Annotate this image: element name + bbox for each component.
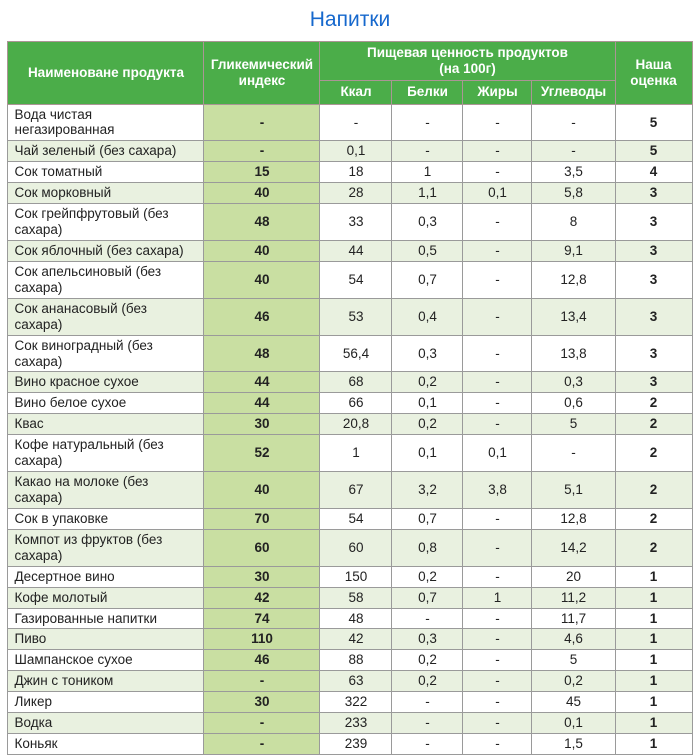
protein-cell: 0,7 bbox=[392, 508, 463, 529]
protein-cell: 0,8 bbox=[392, 529, 463, 566]
product-name-cell: Сок яблочный (без сахара) bbox=[8, 241, 204, 262]
glycemic-index-cell: 60 bbox=[204, 529, 320, 566]
rating-cell: 3 bbox=[615, 183, 692, 204]
table-row bbox=[8, 393, 692, 414]
carbs-cell: 1,5 bbox=[532, 734, 615, 755]
fat-cell: - bbox=[463, 372, 532, 393]
glycemic-index-cell: 52 bbox=[204, 435, 320, 472]
rating-cell: 1 bbox=[615, 566, 692, 587]
header-glycemic-index: Гликемический индекс bbox=[204, 42, 320, 105]
product-name-cell: Коньяк bbox=[8, 734, 204, 755]
product-name-cell: Вино красное сухое bbox=[8, 372, 204, 393]
carbs-cell: 0,2 bbox=[532, 671, 615, 692]
product-name-cell: Сок морковный bbox=[8, 183, 204, 204]
fat-cell: 1 bbox=[463, 587, 532, 608]
protein-cell: 1 bbox=[392, 162, 463, 183]
protein-cell: 0,5 bbox=[392, 241, 463, 262]
product-name-cell: Вода чистая негазированная bbox=[8, 104, 204, 141]
product-name-cell: Вино белое сухое bbox=[8, 393, 204, 414]
header-protein: Белки bbox=[392, 81, 463, 104]
kcal-cell: 54 bbox=[320, 508, 392, 529]
protein-cell: 0,3 bbox=[392, 335, 463, 372]
rating-cell: 1 bbox=[615, 587, 692, 608]
carbs-cell: 0,6 bbox=[532, 393, 615, 414]
product-name-cell: Чай зеленый (без сахара) bbox=[8, 141, 204, 162]
fat-cell: - bbox=[463, 298, 532, 335]
kcal-cell: 42 bbox=[320, 629, 392, 650]
carbs-cell: 4,6 bbox=[532, 629, 615, 650]
glycemic-index-cell: 70 bbox=[204, 508, 320, 529]
carbs-cell: 8 bbox=[532, 204, 615, 241]
rating-cell: 2 bbox=[615, 435, 692, 472]
protein-cell: 0,2 bbox=[392, 566, 463, 587]
protein-cell: 0,1 bbox=[392, 393, 463, 414]
header-our-rating: Наша оценка bbox=[615, 42, 692, 105]
protein-cell: - bbox=[392, 141, 463, 162]
fat-cell: - bbox=[463, 671, 532, 692]
kcal-cell: 68 bbox=[320, 372, 392, 393]
rating-cell: 4 bbox=[615, 162, 692, 183]
carbs-cell: 14,2 bbox=[532, 529, 615, 566]
protein-cell: 0,3 bbox=[392, 629, 463, 650]
rating-cell: 1 bbox=[615, 650, 692, 671]
fat-cell: - bbox=[463, 204, 532, 241]
glycemic-index-cell: - bbox=[204, 141, 320, 162]
product-name-cell: Сок ананасовый (без сахара) bbox=[8, 298, 204, 335]
kcal-cell: 66 bbox=[320, 393, 392, 414]
rating-cell: 1 bbox=[615, 692, 692, 713]
glycemic-index-cell: - bbox=[204, 713, 320, 734]
carbs-cell: 0,1 bbox=[532, 713, 615, 734]
glycemic-index-cell: 42 bbox=[204, 587, 320, 608]
kcal-cell: 56,4 bbox=[320, 335, 392, 372]
table-row bbox=[8, 298, 692, 335]
product-name-cell: Квас bbox=[8, 414, 204, 435]
kcal-cell: 53 bbox=[320, 298, 392, 335]
glycemic-index-cell: 30 bbox=[204, 692, 320, 713]
table-row bbox=[8, 587, 692, 608]
carbs-cell: 5,1 bbox=[532, 472, 615, 509]
rating-cell: 1 bbox=[615, 713, 692, 734]
header-product-name: Наименоване продукта bbox=[8, 42, 204, 105]
kcal-cell: 0,1 bbox=[320, 141, 392, 162]
fat-cell: - bbox=[463, 393, 532, 414]
fat-cell: - bbox=[463, 104, 532, 141]
carbs-cell: - bbox=[532, 104, 615, 141]
table-header bbox=[8, 42, 692, 105]
kcal-cell: 1 bbox=[320, 435, 392, 472]
rating-cell: 1 bbox=[615, 734, 692, 755]
fat-cell: - bbox=[463, 141, 532, 162]
rating-cell: 5 bbox=[615, 104, 692, 141]
carbs-cell: - bbox=[532, 435, 615, 472]
carbs-cell: 5,8 bbox=[532, 183, 615, 204]
rating-cell: 3 bbox=[615, 261, 692, 298]
table-row bbox=[8, 414, 692, 435]
product-name-cell: Ликер bbox=[8, 692, 204, 713]
rating-cell: 3 bbox=[615, 204, 692, 241]
rating-cell: 5 bbox=[615, 141, 692, 162]
carbs-cell: 0,3 bbox=[532, 372, 615, 393]
table-row bbox=[8, 335, 692, 372]
carbs-cell: 13,8 bbox=[532, 335, 615, 372]
product-name-cell: Шампанское сухое bbox=[8, 650, 204, 671]
fat-cell: 0,1 bbox=[463, 435, 532, 472]
protein-cell: 0,7 bbox=[392, 261, 463, 298]
glycemic-index-cell: 40 bbox=[204, 183, 320, 204]
nutrition-group-line1: Пищевая ценность продуктов bbox=[367, 45, 568, 60]
table-row bbox=[8, 608, 692, 629]
glycemic-index-cell: 40 bbox=[204, 472, 320, 509]
kcal-cell: 233 bbox=[320, 713, 392, 734]
carbs-cell: 11,7 bbox=[532, 608, 615, 629]
header-kcal: Ккал bbox=[320, 81, 392, 104]
rating-cell: 2 bbox=[615, 508, 692, 529]
glycemic-index-cell: 44 bbox=[204, 393, 320, 414]
product-name-cell: Десертное вино bbox=[8, 566, 204, 587]
protein-cell: - bbox=[392, 692, 463, 713]
header-carbs: Углеводы bbox=[532, 81, 615, 104]
rating-cell: 2 bbox=[615, 414, 692, 435]
nutrition-group-line2: (на 100г) bbox=[439, 61, 496, 77]
product-name-cell: Водка bbox=[8, 713, 204, 734]
table-row bbox=[8, 508, 692, 529]
kcal-cell: 28 bbox=[320, 183, 392, 204]
rating-cell: 3 bbox=[615, 372, 692, 393]
table-row bbox=[8, 650, 692, 671]
protein-cell: 0,2 bbox=[392, 671, 463, 692]
carbs-cell: 5 bbox=[532, 414, 615, 435]
table-row bbox=[8, 261, 692, 298]
protein-cell: 0,7 bbox=[392, 587, 463, 608]
protein-cell: 0,2 bbox=[392, 650, 463, 671]
glycemic-index-cell: 44 bbox=[204, 372, 320, 393]
rating-cell: 2 bbox=[615, 393, 692, 414]
glycemic-index-cell: 46 bbox=[204, 650, 320, 671]
header-fat: Жиры bbox=[463, 81, 532, 104]
fat-cell: - bbox=[463, 508, 532, 529]
product-name-cell: Кофе молотый bbox=[8, 587, 204, 608]
glycemic-index-cell: - bbox=[204, 734, 320, 755]
glycemic-index-cell: 30 bbox=[204, 414, 320, 435]
table-row bbox=[8, 472, 692, 509]
glycemic-index-cell: 48 bbox=[204, 204, 320, 241]
kcal-cell: - bbox=[320, 104, 392, 141]
carbs-cell: 9,1 bbox=[532, 241, 615, 262]
kcal-cell: 67 bbox=[320, 472, 392, 509]
kcal-cell: 54 bbox=[320, 261, 392, 298]
rating-cell: 2 bbox=[615, 472, 692, 509]
glycemic-index-cell: 15 bbox=[204, 162, 320, 183]
table-row bbox=[8, 435, 692, 472]
rating-cell: 3 bbox=[615, 241, 692, 262]
kcal-cell: 20,8 bbox=[320, 414, 392, 435]
page-title: Напитки bbox=[309, 8, 391, 31]
kcal-cell: 58 bbox=[320, 587, 392, 608]
table-row bbox=[8, 104, 692, 141]
kcal-cell: 63 bbox=[320, 671, 392, 692]
kcal-cell: 48 bbox=[320, 608, 392, 629]
rating-cell: 1 bbox=[615, 671, 692, 692]
protein-cell: 0,3 bbox=[392, 204, 463, 241]
fat-cell: - bbox=[463, 414, 532, 435]
fat-cell: - bbox=[463, 650, 532, 671]
kcal-cell: 322 bbox=[320, 692, 392, 713]
table-body bbox=[8, 104, 692, 754]
glycemic-index-cell: - bbox=[204, 104, 320, 141]
table-row bbox=[8, 629, 692, 650]
protein-cell: - bbox=[392, 608, 463, 629]
fat-cell: - bbox=[463, 335, 532, 372]
kcal-cell: 33 bbox=[320, 204, 392, 241]
product-name-cell: Какао на молоке (без сахара) bbox=[8, 472, 204, 509]
kcal-cell: 150 bbox=[320, 566, 392, 587]
fat-cell: - bbox=[463, 608, 532, 629]
header-row-top bbox=[8, 42, 692, 81]
drinks-nutrition-table bbox=[7, 41, 692, 755]
fat-cell: - bbox=[463, 241, 532, 262]
kcal-cell: 18 bbox=[320, 162, 392, 183]
table-row bbox=[8, 566, 692, 587]
glycemic-index-cell: 30 bbox=[204, 566, 320, 587]
carbs-cell: 12,8 bbox=[532, 508, 615, 529]
protein-cell: - bbox=[392, 713, 463, 734]
table-row bbox=[8, 372, 692, 393]
carbs-cell: 12,8 bbox=[532, 261, 615, 298]
table-row bbox=[8, 141, 692, 162]
carbs-cell: 13,4 bbox=[532, 298, 615, 335]
fat-cell: - bbox=[463, 734, 532, 755]
protein-cell: 0,1 bbox=[392, 435, 463, 472]
kcal-cell: 88 bbox=[320, 650, 392, 671]
carbs-cell: 11,2 bbox=[532, 587, 615, 608]
fat-cell: - bbox=[463, 713, 532, 734]
glycemic-index-cell: 40 bbox=[204, 261, 320, 298]
product-name-cell: Газированные напитки bbox=[8, 608, 204, 629]
table-row bbox=[8, 692, 692, 713]
rating-cell: 1 bbox=[615, 608, 692, 629]
table-row bbox=[8, 241, 692, 262]
protein-cell: 0,2 bbox=[392, 414, 463, 435]
carbs-cell: 5 bbox=[532, 650, 615, 671]
glycemic-index-cell: 46 bbox=[204, 298, 320, 335]
glycemic-index-cell: 74 bbox=[204, 608, 320, 629]
glycemic-index-cell: - bbox=[204, 671, 320, 692]
fat-cell: 3,8 bbox=[463, 472, 532, 509]
carbs-cell: 45 bbox=[532, 692, 615, 713]
kcal-cell: 239 bbox=[320, 734, 392, 755]
glycemic-index-cell: 40 bbox=[204, 241, 320, 262]
protein-cell: 1,1 bbox=[392, 183, 463, 204]
fat-cell: 0,1 bbox=[463, 183, 532, 204]
kcal-cell: 44 bbox=[320, 241, 392, 262]
table-row bbox=[8, 162, 692, 183]
fat-cell: - bbox=[463, 629, 532, 650]
table-row bbox=[8, 529, 692, 566]
protein-cell: 3,2 bbox=[392, 472, 463, 509]
product-name-cell: Сок грейпфрутовый (без сахара) bbox=[8, 204, 204, 241]
product-name-cell: Пиво bbox=[8, 629, 204, 650]
glycemic-index-cell: 48 bbox=[204, 335, 320, 372]
fat-cell: - bbox=[463, 529, 532, 566]
product-name-cell: Кофе натуральный (без сахара) bbox=[8, 435, 204, 472]
rating-cell: 2 bbox=[615, 529, 692, 566]
protein-cell: - bbox=[392, 104, 463, 141]
product-name-cell: Джин с тоником bbox=[8, 671, 204, 692]
header-nutrition-group bbox=[320, 42, 615, 81]
table-row bbox=[8, 671, 692, 692]
rating-cell: 3 bbox=[615, 298, 692, 335]
rating-cell: 3 bbox=[615, 335, 692, 372]
fat-cell: - bbox=[463, 692, 532, 713]
product-name-cell: Сок томатный bbox=[8, 162, 204, 183]
protein-cell: - bbox=[392, 734, 463, 755]
fat-cell: - bbox=[463, 261, 532, 298]
carbs-cell: 20 bbox=[532, 566, 615, 587]
product-name-cell: Компот из фруктов (без сахара) bbox=[8, 529, 204, 566]
product-name-cell: Сок виноградный (без сахара) bbox=[8, 335, 204, 372]
carbs-cell: 3,5 bbox=[532, 162, 615, 183]
carbs-cell: - bbox=[532, 141, 615, 162]
fat-cell: - bbox=[463, 566, 532, 587]
rating-cell: 1 bbox=[615, 629, 692, 650]
product-name-cell: Сок в упаковке bbox=[8, 508, 204, 529]
glycemic-index-cell: 110 bbox=[204, 629, 320, 650]
table-row bbox=[8, 204, 692, 241]
fat-cell: - bbox=[463, 162, 532, 183]
table-row bbox=[8, 713, 692, 734]
table-row bbox=[8, 734, 692, 755]
product-name-cell: Сок апельсиновый (без сахара) bbox=[8, 261, 204, 298]
table-row bbox=[8, 183, 692, 204]
protein-cell: 0,2 bbox=[392, 372, 463, 393]
protein-cell: 0,4 bbox=[392, 298, 463, 335]
kcal-cell: 60 bbox=[320, 529, 392, 566]
